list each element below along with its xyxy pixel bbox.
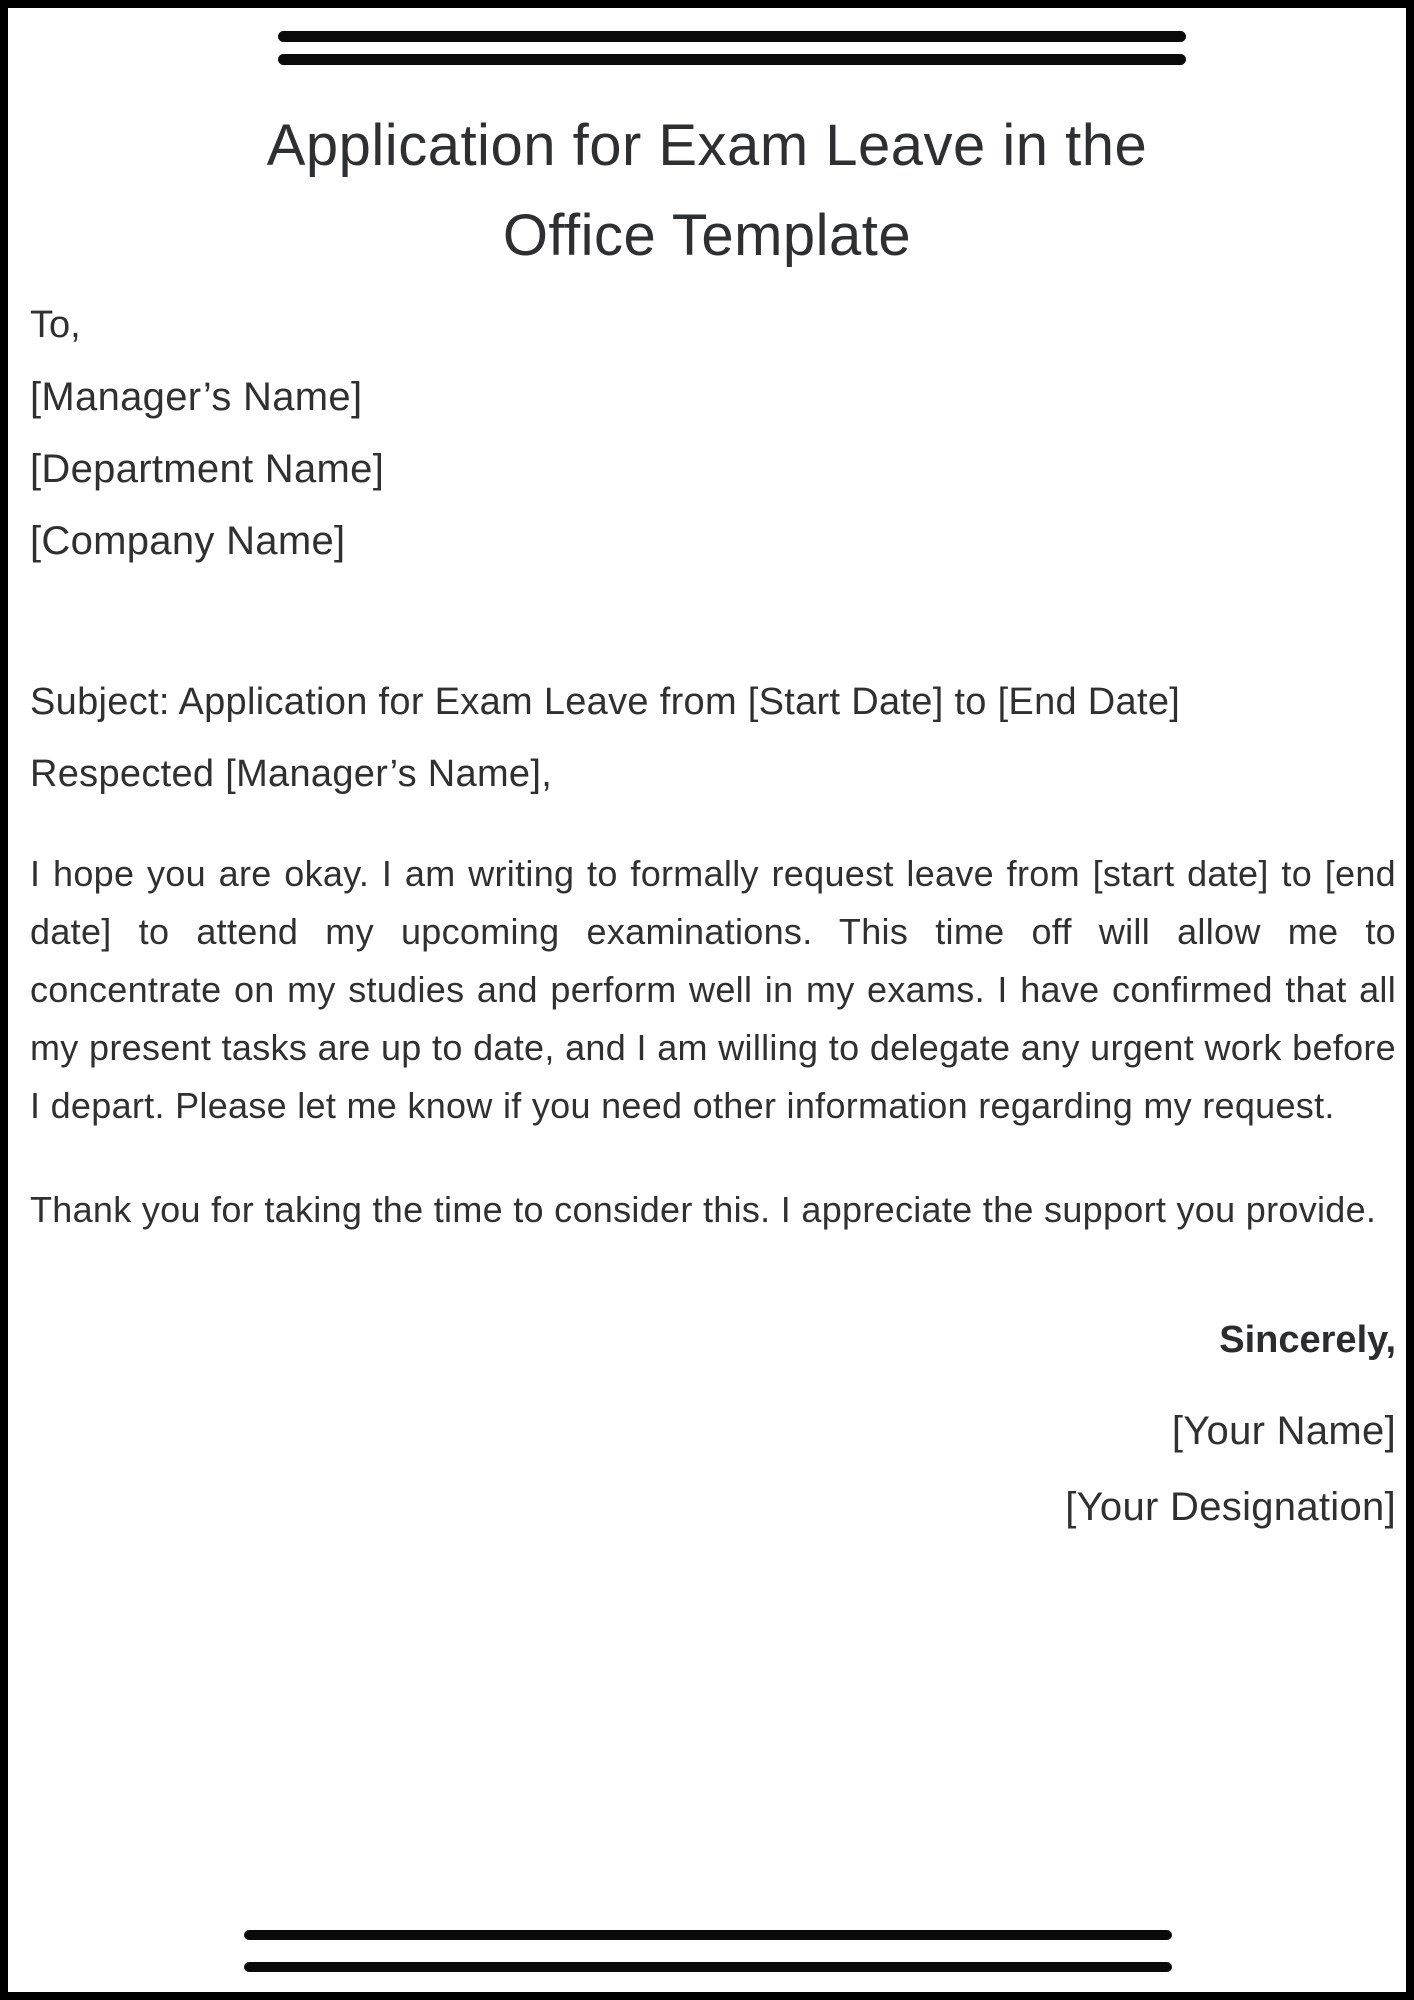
subject-line: Subject: Application for Exam Leave from [Start Date] to [End Date]: [30, 681, 1181, 723]
closing-sincerely: Sincerely,: [1219, 1319, 1396, 1361]
page-title: [8, 101, 1406, 281]
bottom-divider: [244, 1930, 1172, 1972]
body-paragraph-1: I hope you are okay. I am writing to formally request leave from [start date] to [end date] to attend my upcoming examinations. This time off will allow me to concentrate on my studies and perform well in my exams. I have confirmed that all my present tasks are up to date, and I am willing to delegate any urgent work before I depart. Please let me know if you need other information regarding my request.: [30, 853, 1396, 1126]
signature-your-designation: [Your Designation]: [1065, 1485, 1396, 1529]
top-divider-bar-2: [278, 54, 1186, 65]
page-title-line-1: Application for Exam Leave in the: [266, 113, 1148, 178]
signature-block: [30, 1407, 1396, 1531]
page-title-line-2: Office Template: [502, 203, 912, 268]
greeting-line: Respected [Manager’s Name],: [30, 753, 553, 795]
signature-your-name: [Your Name]: [1171, 1409, 1396, 1453]
recipient-manager-name: [Manager’s Name]: [30, 375, 363, 419]
body-paragraph-2: Thank you for taking the time to consider this. I appreciate the support you provide.: [30, 1189, 1377, 1230]
recipient-block: [30, 375, 1396, 563]
bottom-divider-bar-2: [244, 1962, 1172, 1972]
top-divider: [278, 31, 1186, 65]
recipient-department-name: [Department Name]: [30, 447, 385, 491]
recipient-company-name: [Company Name]: [30, 519, 346, 563]
letter-body: [8, 303, 1406, 1531]
top-divider-bar-1: [278, 31, 1186, 42]
to-label: To,: [30, 304, 81, 346]
bottom-divider-bar-1: [244, 1930, 1172, 1940]
